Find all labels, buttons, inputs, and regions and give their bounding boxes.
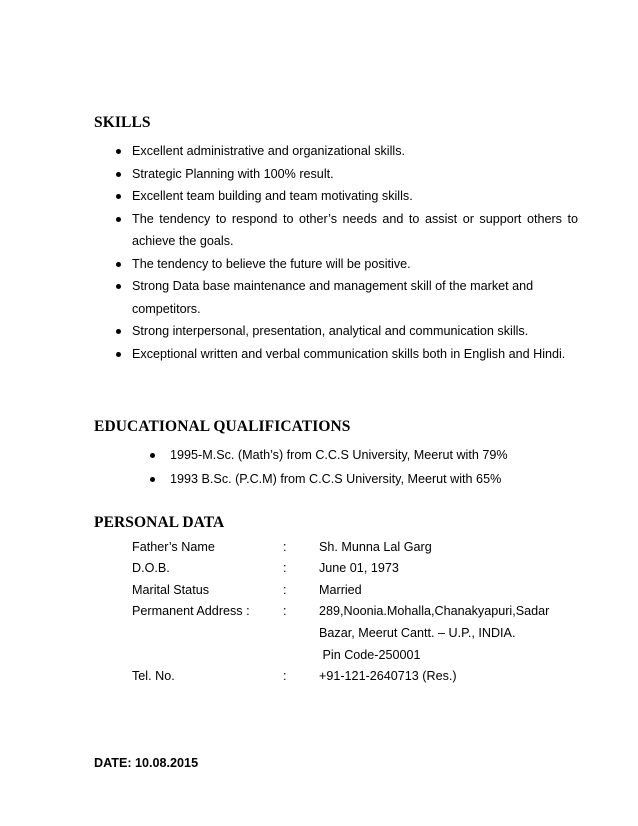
skill-text: The tendency to believe the future will be positive. — [132, 256, 411, 271]
skills-heading: SKILLS — [94, 114, 151, 131]
field-value: Bazar, Meerut Cantt. – U.P., INDIA. — [319, 626, 516, 640]
education-text: 1995-M.Sc. (Math’s) from C.C.S University, Meerut with 79% — [170, 448, 508, 462]
bullet-icon — [116, 284, 121, 289]
skill-item — [132, 140, 578, 163]
skill-text: The tendency to respond to other’s needs and to assist or support others to — [132, 211, 578, 226]
bullet-icon — [150, 477, 155, 482]
field-value: June 01, 1973 — [319, 561, 399, 575]
bullet-icon — [116, 262, 121, 267]
skills-list — [132, 140, 578, 365]
skill-item — [132, 208, 578, 253]
skill-text: Exceptional written and verbal communication skills both in English and Hindi. — [132, 346, 566, 361]
skill-item — [132, 343, 578, 366]
field-label: Permanent Address : — [132, 604, 250, 618]
skill-item — [132, 275, 578, 320]
field-separator: : — [283, 540, 287, 554]
bullet-icon — [116, 352, 121, 357]
field-value: Pin Code-250001 — [319, 648, 421, 662]
skill-text-continued: achieve the goals. — [132, 234, 234, 248]
education-list — [170, 443, 590, 491]
skill-text: Strong interpersonal, presentation, analytical and communication skills. — [132, 324, 529, 338]
bullet-icon — [116, 194, 121, 199]
skill-text: Excellent team building and team motivating skills. — [132, 189, 413, 203]
education-item — [170, 443, 590, 467]
education-text: 1993 B.Sc. (P.C.M) from C.C.S University, Meerut with 65% — [170, 472, 502, 486]
skill-text: Strategic Planning with 100% result. — [132, 166, 334, 181]
field-separator: : — [283, 669, 287, 683]
field-label: D.O.B. — [132, 561, 170, 575]
skill-item — [132, 185, 578, 208]
bullet-icon — [116, 329, 121, 334]
date-line: DATE: 10.08.2015 — [94, 756, 199, 770]
field-separator: : — [283, 604, 287, 618]
field-separator: : — [283, 561, 287, 575]
field-value: Sh. Munna Lal Garg — [319, 540, 432, 554]
skill-item — [132, 253, 578, 276]
skill-text-continued: competitors. — [132, 301, 201, 316]
field-value: Married — [319, 583, 362, 597]
personal-data-heading: PERSONAL DATA — [94, 514, 225, 531]
bullet-icon — [116, 172, 121, 177]
field-label: Tel. No. — [132, 669, 175, 683]
bullet-icon — [116, 217, 121, 222]
field-label: Marital Status — [132, 583, 209, 597]
skill-item — [132, 163, 578, 186]
bullet-icon — [116, 149, 121, 154]
bullet-icon — [150, 453, 155, 458]
education-item — [170, 467, 590, 491]
field-separator: : — [283, 583, 287, 597]
education-heading: EDUCATIONAL QUALIFICATIONS — [94, 418, 351, 435]
skill-text: Strong Data base maintenance and management skill of the market and — [132, 279, 534, 293]
field-label: Father’s Name — [132, 540, 215, 554]
skill-text: Excellent administrative and organizational skills. — [132, 144, 405, 158]
field-value: 289,Noonia.Mohalla,Chanakyapuri,Sadar — [319, 604, 550, 618]
field-value: +91-121-2640713 (Res.) — [319, 669, 457, 683]
skill-item — [132, 320, 578, 343]
